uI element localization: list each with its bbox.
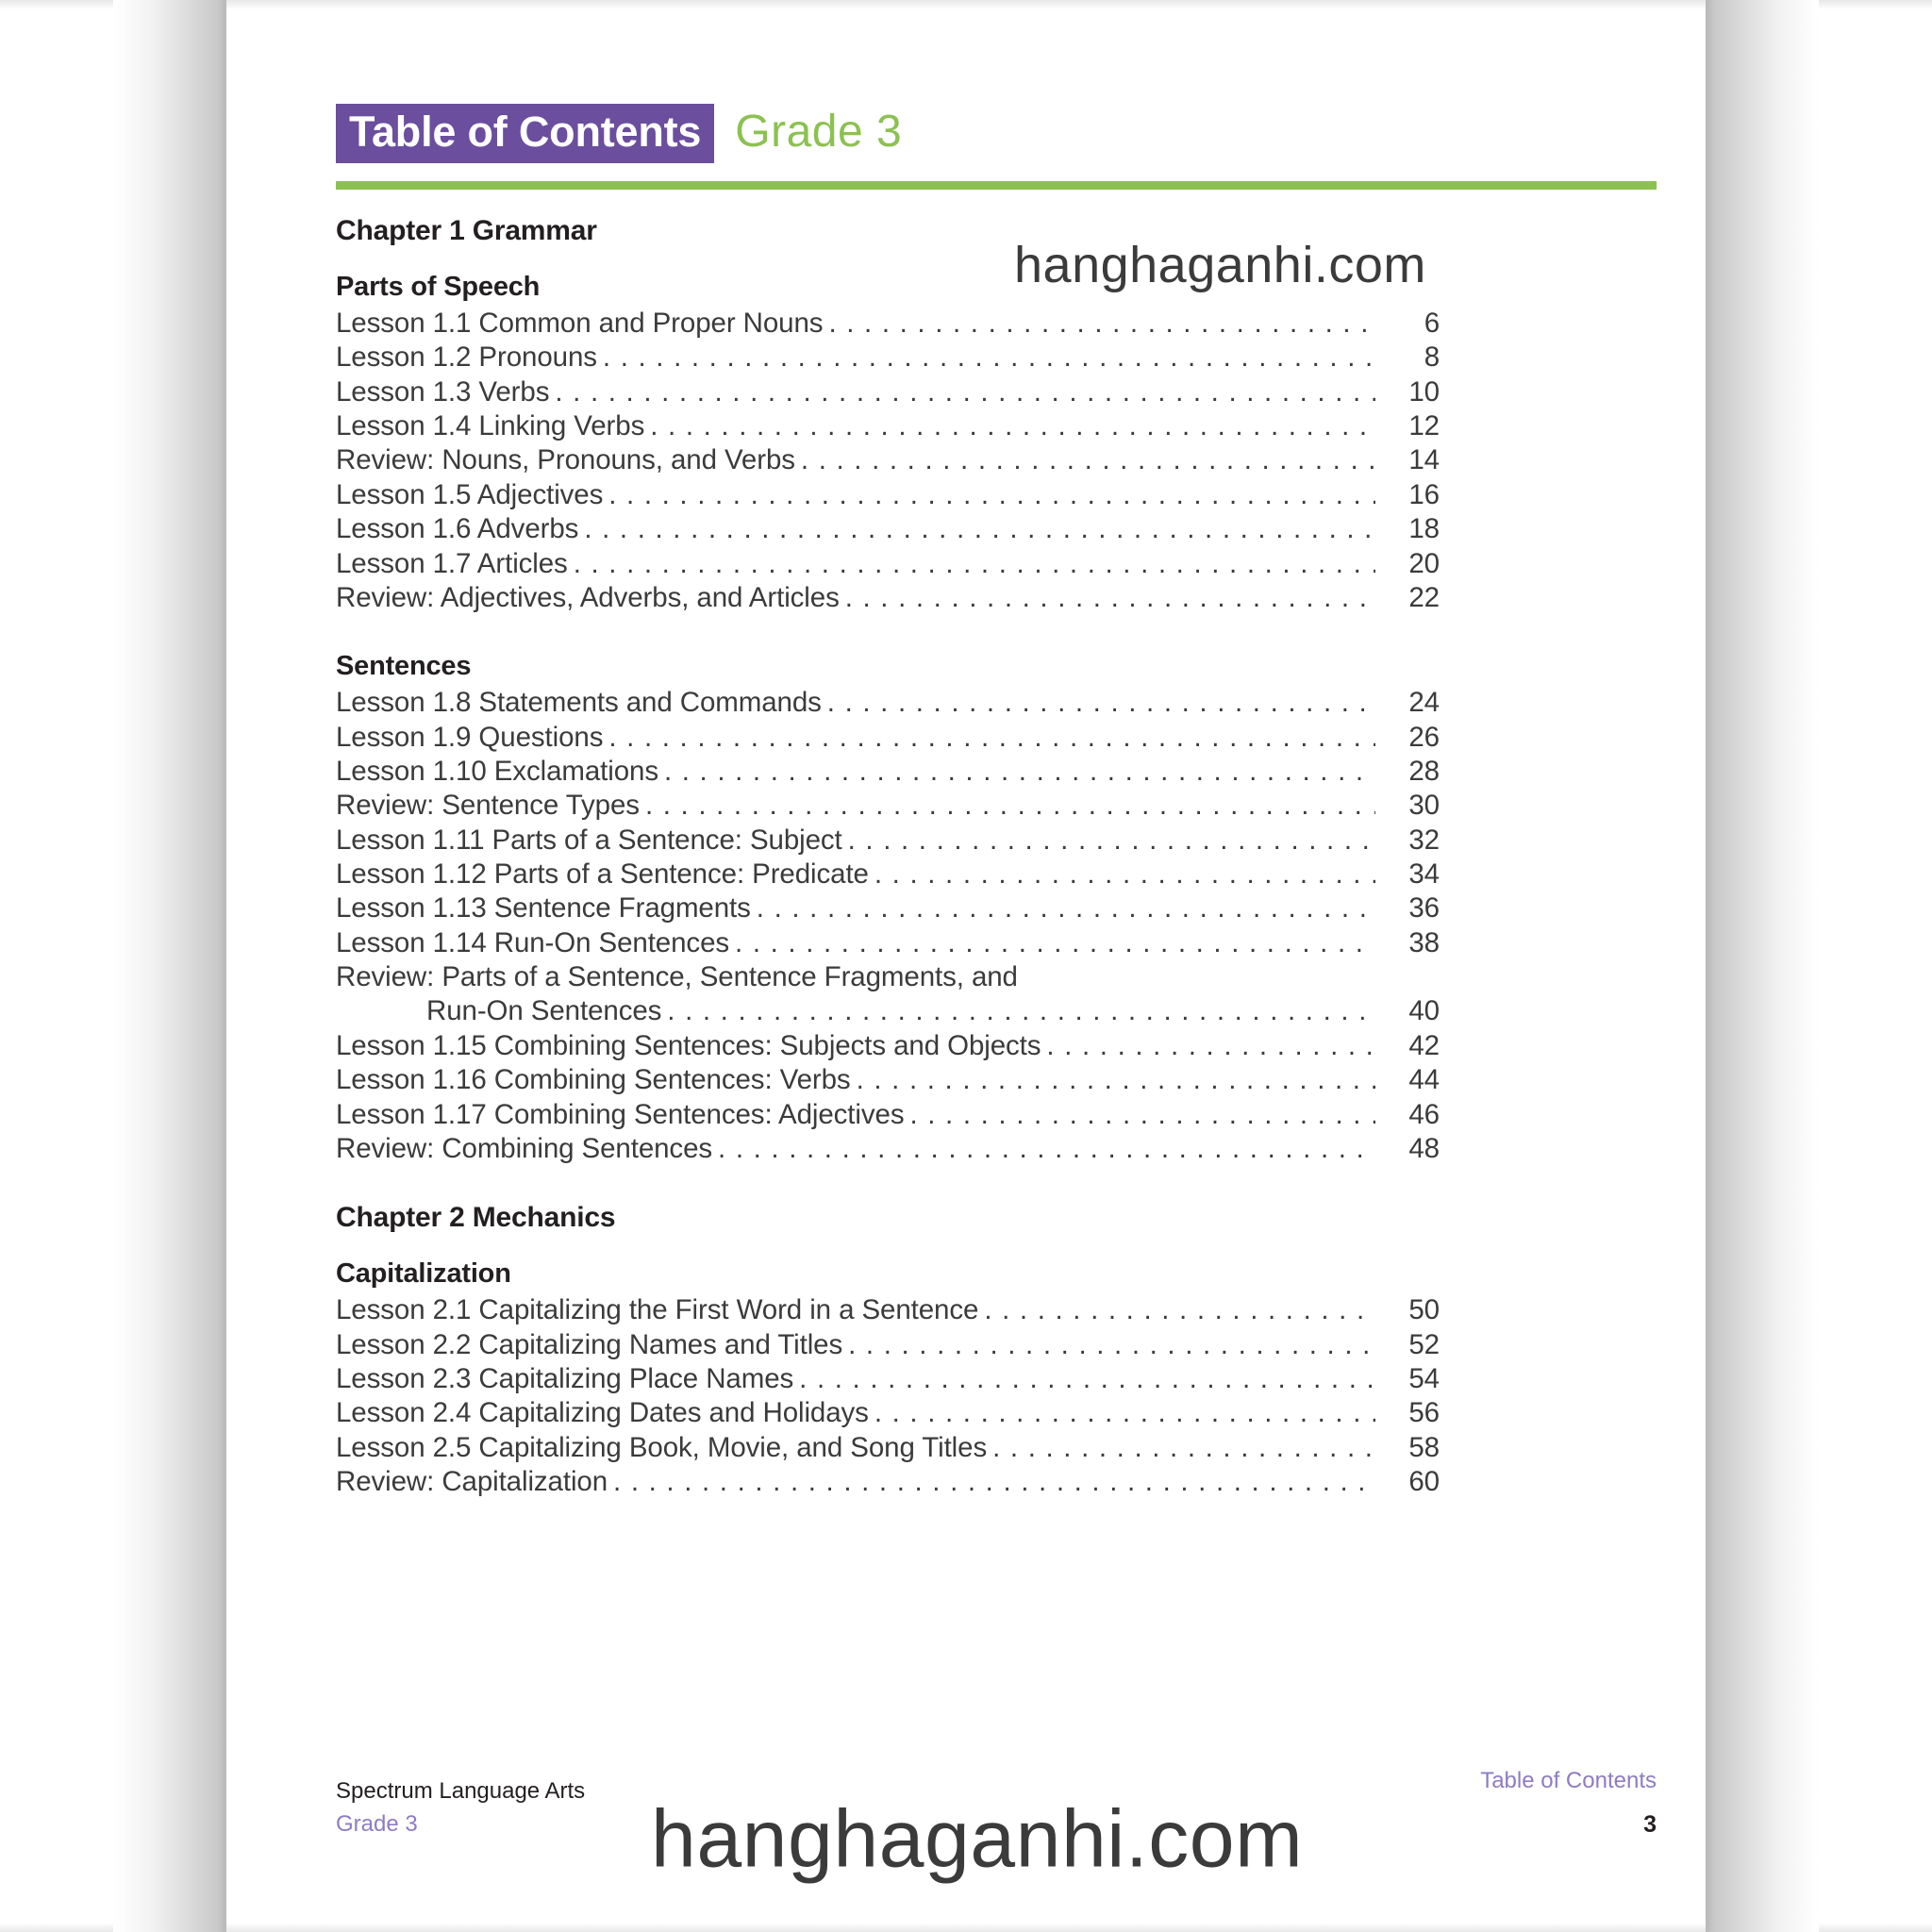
section-capitalization-title: Capitalization bbox=[336, 1258, 511, 1290]
toc-entry[interactable] bbox=[336, 1330, 1440, 1360]
toc-entry-page: 40 bbox=[1408, 995, 1440, 1027]
toc-entry-label: Lesson 1.16 Combining Sentences: Verbs bbox=[336, 1064, 851, 1096]
toc-entry-label: Lesson 2.4 Capitalizing Dates and Holidays bbox=[336, 1397, 869, 1429]
section-spacer bbox=[336, 1168, 1440, 1202]
toc-entry-label: Lesson 1.4 Linking Verbs bbox=[336, 410, 645, 442]
footer-page-number: 3 bbox=[1643, 1810, 1657, 1838]
toc-entry-label: Lesson 2.5 Capitalizing Book, Movie, and Song Titles bbox=[336, 1431, 988, 1463]
toc-entry-leader bbox=[799, 1367, 1375, 1394]
page-left-gutter-shadow bbox=[113, 0, 226, 1932]
toc-entry-label: Lesson 2.1 Capitalizing the First Word in a Sentence bbox=[336, 1294, 979, 1326]
toc-entry-page: 26 bbox=[1408, 721, 1440, 753]
toc-entry-label: Review: Capitalization bbox=[336, 1466, 608, 1498]
toc-entry[interactable] bbox=[336, 1467, 1440, 1497]
toc-entry[interactable] bbox=[336, 1031, 1440, 1061]
footer-left bbox=[336, 1775, 585, 1841]
footer-book-grade: Grade 3 bbox=[336, 1811, 418, 1838]
toc-entry-leader bbox=[608, 724, 1375, 752]
toc-entry-leader bbox=[613, 1470, 1375, 1497]
toc-entry-label: Review: Adjectives, Adverbs, and Articles bbox=[336, 581, 840, 613]
toc-entry-label: Lesson 1.7 Articles bbox=[336, 547, 568, 579]
toc-entry[interactable] bbox=[336, 859, 1440, 890]
toc-entry-leader bbox=[848, 828, 1375, 856]
toc-entry-label: Lesson 1.5 Adjectives bbox=[336, 478, 604, 510]
toc-entry-label: Review: Combining Sentences bbox=[336, 1132, 713, 1164]
toc-entry-label: Lesson 1.12 Parts of a Sentence: Predicate bbox=[336, 858, 869, 891]
toc-entry-leader bbox=[874, 1401, 1375, 1428]
toc-entry-page: 20 bbox=[1408, 547, 1440, 579]
toc-entry-page: 34 bbox=[1408, 858, 1440, 891]
toc-entry-label: Run-On Sentences bbox=[426, 995, 662, 1027]
toc-entry-page: 44 bbox=[1408, 1064, 1440, 1096]
toc-entry-label: Review: Parts of a Sentence, Sentence Fragments, and bbox=[336, 961, 1018, 993]
toc-entry-page: 46 bbox=[1408, 1098, 1440, 1130]
toc-list bbox=[336, 215, 1440, 1501]
toc-entry-page: 60 bbox=[1408, 1466, 1440, 1498]
toc-entry[interactable] bbox=[336, 757, 1440, 787]
toc-entry[interactable] bbox=[336, 1433, 1440, 1463]
toc-entry-leader bbox=[1024, 965, 1375, 992]
toc-entry-page: 28 bbox=[1408, 755, 1440, 787]
toc-entry-leader bbox=[857, 1068, 1375, 1095]
toc-entry[interactable] bbox=[336, 411, 1440, 441]
page-content bbox=[336, 0, 1657, 1932]
toc-entry-page: 50 bbox=[1408, 1294, 1440, 1326]
toc-entry[interactable] bbox=[336, 723, 1440, 753]
toc-entry[interactable] bbox=[336, 1134, 1440, 1164]
toc-entry-leader bbox=[650, 414, 1375, 441]
toc-entry-leader bbox=[801, 448, 1375, 475]
page-header bbox=[336, 104, 902, 163]
toc-entry[interactable] bbox=[336, 377, 1440, 408]
footer-section-label: Table of Contents bbox=[1480, 1767, 1657, 1793]
toc-entry-leader bbox=[845, 586, 1375, 613]
toc-entry-leader bbox=[1046, 1034, 1375, 1061]
toc-entry-wrapped-line2[interactable] bbox=[336, 996, 1440, 1026]
section-sentences-title: Sentences bbox=[336, 651, 472, 682]
toc-entry-page: 48 bbox=[1408, 1132, 1440, 1164]
grade-label: Grade 3 bbox=[735, 107, 903, 157]
toc-entry-leader bbox=[757, 896, 1375, 924]
toc-entry[interactable] bbox=[336, 1100, 1440, 1130]
toc-entry-page: 24 bbox=[1408, 687, 1440, 719]
toc-entry-page: 16 bbox=[1408, 478, 1440, 510]
toc-entry[interactable] bbox=[336, 825, 1440, 856]
toc-entry-label: Lesson 1.14 Run-On Sentences bbox=[336, 926, 730, 958]
toc-entry[interactable] bbox=[336, 549, 1440, 579]
toc-entry[interactable] bbox=[336, 791, 1440, 821]
footer-book-title: Spectrum Language Arts bbox=[336, 1778, 586, 1805]
toc-entry[interactable] bbox=[336, 928, 1440, 958]
toc-entry[interactable] bbox=[336, 308, 1440, 339]
toc-entry-label: Lesson 1.3 Verbs bbox=[336, 375, 550, 408]
toc-entry-leader bbox=[735, 931, 1375, 958]
toc-entry-leader bbox=[992, 1436, 1375, 1463]
toc-entry-label: Review: Sentence Types bbox=[336, 790, 640, 822]
toc-entry-leader bbox=[645, 793, 1375, 821]
toc-entry-leader bbox=[664, 759, 1375, 787]
toc-entry-leader bbox=[603, 345, 1375, 373]
toc-entry-label: Lesson 1.10 Exclamations bbox=[336, 755, 658, 787]
toc-entry-label: Lesson 1.13 Sentence Fragments bbox=[336, 892, 751, 924]
toc-entry-page: 58 bbox=[1408, 1431, 1440, 1463]
chapter-2-title: Chapter 2 Mechanics bbox=[336, 1202, 616, 1234]
toc-entry-page: 22 bbox=[1408, 581, 1440, 613]
toc-entry-page: 6 bbox=[1424, 308, 1440, 339]
toc-entry-page: 14 bbox=[1408, 444, 1440, 476]
toc-entry-label: Lesson 1.15 Combining Sentences: Subjects and Objects bbox=[336, 1029, 1041, 1061]
toc-entry-leader bbox=[874, 862, 1375, 890]
toc-entry[interactable] bbox=[336, 480, 1440, 510]
toc-entry-leader bbox=[827, 691, 1375, 718]
toc-entry-page: 56 bbox=[1408, 1397, 1440, 1429]
toc-entry-leader bbox=[667, 999, 1375, 1026]
toc-entry-page: 42 bbox=[1408, 1029, 1440, 1061]
toc-entry-page: 36 bbox=[1408, 892, 1440, 924]
toc-entry-page: 18 bbox=[1408, 513, 1440, 545]
toc-entry[interactable] bbox=[336, 342, 1440, 373]
toc-entry-page: 30 bbox=[1408, 790, 1440, 822]
toc-entry-leader bbox=[909, 1102, 1375, 1129]
toc-entry[interactable] bbox=[336, 893, 1440, 924]
toc-entry[interactable] bbox=[336, 514, 1440, 544]
toc-entry-leader bbox=[555, 380, 1375, 408]
toc-entry-page: 54 bbox=[1408, 1362, 1440, 1394]
toc-entry[interactable] bbox=[336, 1364, 1440, 1394]
toc-entry-label: Review: Nouns, Pronouns, and Verbs bbox=[336, 444, 795, 476]
toc-entry[interactable] bbox=[336, 1065, 1440, 1095]
toc-entry-leader bbox=[584, 517, 1375, 544]
section-spacer bbox=[336, 617, 1440, 651]
toc-entry-label: Lesson 2.3 Capitalizing Place Names bbox=[336, 1362, 794, 1394]
watermark-bottom: hanghaganhi.com bbox=[651, 1793, 1304, 1885]
toc-entry[interactable] bbox=[336, 1295, 1440, 1325]
chapter-1-title: Chapter 1 Grammar bbox=[336, 215, 597, 246]
footer-right bbox=[1480, 1765, 1657, 1841]
toc-entry-leader bbox=[574, 551, 1375, 578]
toc-entry-page: 12 bbox=[1408, 410, 1440, 442]
toc-entry-leader bbox=[608, 483, 1375, 510]
toc-entry-leader bbox=[718, 1137, 1375, 1164]
toc-entry-label: Lesson 1.9 Questions bbox=[336, 721, 604, 753]
toc-entry-label: Lesson 1.2 Pronouns bbox=[336, 341, 597, 374]
toc-entry-label: Lesson 1.17 Combining Sentences: Adjectives bbox=[336, 1098, 905, 1130]
page-right-gutter-shadow bbox=[1706, 0, 1819, 1932]
toc-entry-wrapped-line1[interactable] bbox=[336, 962, 1440, 992]
toc-entry-label: Lesson 2.2 Capitalizing Names and Titles bbox=[336, 1328, 843, 1360]
toc-entry-page: 52 bbox=[1408, 1328, 1440, 1360]
toc-entry-page: 32 bbox=[1408, 824, 1440, 856]
toc-entry[interactable] bbox=[336, 583, 1440, 613]
toc-entry[interactable] bbox=[336, 1398, 1440, 1428]
watermark-top: hanghaganhi.com bbox=[1014, 237, 1426, 293]
toc-entry-page: 8 bbox=[1424, 341, 1440, 374]
toc-entry-page: 38 bbox=[1408, 926, 1440, 958]
toc-entry-label: Lesson 1.11 Parts of a Sentence: Subject bbox=[336, 824, 842, 856]
toc-entry-leader bbox=[848, 1332, 1375, 1359]
toc-entry-page: 10 bbox=[1408, 375, 1440, 408]
section-parts-of-speech-title: Parts of Speech bbox=[336, 272, 541, 302]
page-title-badge: Table of Contents bbox=[336, 104, 714, 163]
header-divider-rule bbox=[336, 181, 1657, 190]
toc-entry[interactable] bbox=[336, 445, 1440, 475]
toc-entry-leader bbox=[828, 311, 1375, 339]
toc-entry-leader bbox=[984, 1298, 1375, 1325]
toc-entry-label: Lesson 1.8 Statements and Commands bbox=[336, 687, 822, 719]
toc-entry-label: Lesson 1.1 Common and Proper Nouns bbox=[336, 308, 824, 339]
toc-entry[interactable] bbox=[336, 688, 1440, 718]
toc-entry-label: Lesson 1.6 Adverbs bbox=[336, 513, 579, 545]
